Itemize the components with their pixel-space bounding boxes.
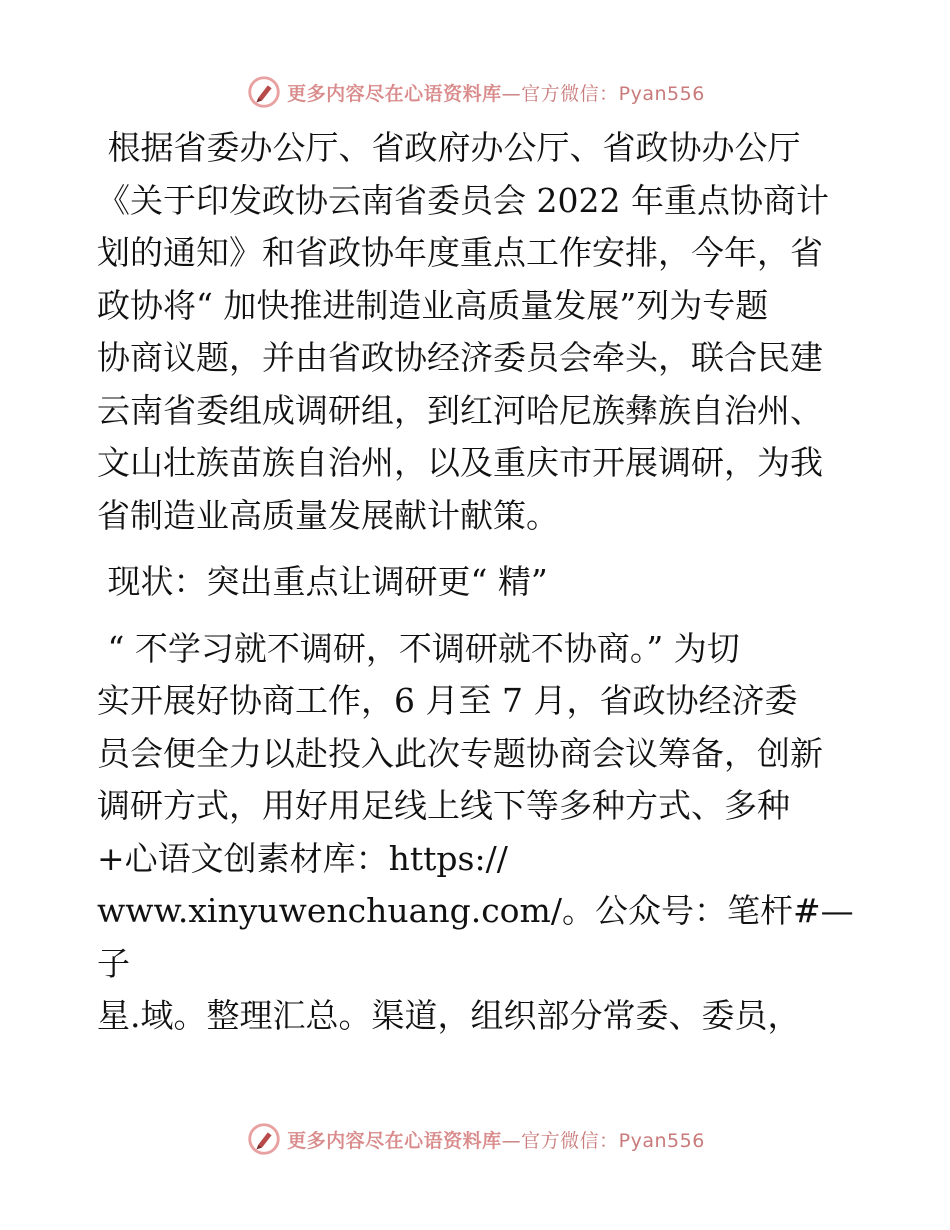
footer-watermark — [0, 1119, 950, 1159]
section-heading: 现状：突出重点让调研更“ 精” — [97, 562, 548, 601]
watermark-contact-text: —官方微信：Pyan556 — [501, 82, 705, 105]
header-watermark — [0, 72, 950, 112]
text-line: 云南省委组成调研组，到红河哈尼族彝族自治州、 — [97, 390, 823, 430]
document-body — [97, 122, 857, 1043]
text-line: www.xinyuwenchuang.com/。公众号：笔杆#—子 — [97, 891, 854, 983]
watermark-main-text: 更多内容尽在心语资料库 — [287, 1129, 502, 1152]
paragraph-gap — [97, 542, 857, 556]
pen-circle-logo-icon — [245, 1120, 283, 1158]
text-line: 根据省委办公厅、省政府办公厅、省政协办公厅 — [97, 128, 801, 167]
text-line: +心语文创素材库：https:// — [97, 838, 508, 878]
text-line: 员会便全力以赴投入此次专题协商会议筹备，创新 — [97, 733, 823, 773]
text-line: 星.域。整理汇总。渠道，组织部分常委、委员， — [97, 996, 801, 1035]
text-line: 文山壮族苗族自治州，以及重庆市开展调研，为我 — [97, 443, 823, 482]
text-line: 政协将“ 加快推进制造业高质量发展”列为专题 — [97, 285, 769, 325]
text-line: 《关于印发政协云南省委员会 2022 年重点协商计 — [97, 180, 829, 220]
pen-circle-logo-icon — [245, 73, 283, 111]
text-line: “ 不学习就不调研，不调研就不协商。” 为切 — [97, 628, 740, 668]
text-line: 协商议题，并由省政协经济委员会牵头，联合民建 — [97, 338, 823, 377]
text-line: 划的通知》和省政协年度重点工作安排，今年，省 — [97, 233, 823, 272]
text-line: 实开展好协商工作，6 月至 7 月，省政协经济委 — [97, 681, 798, 720]
paragraph-gap — [97, 609, 857, 623]
text-line: 调研方式，用好用足线上线下等多种方式、多种 — [97, 786, 790, 825]
text-line: 省制造业高质量发展献计献策。 — [97, 495, 559, 535]
watermark-contact-text: —官方微信：Pyan556 — [501, 1129, 705, 1152]
watermark-main-text: 更多内容尽在心语资料库 — [287, 82, 502, 105]
